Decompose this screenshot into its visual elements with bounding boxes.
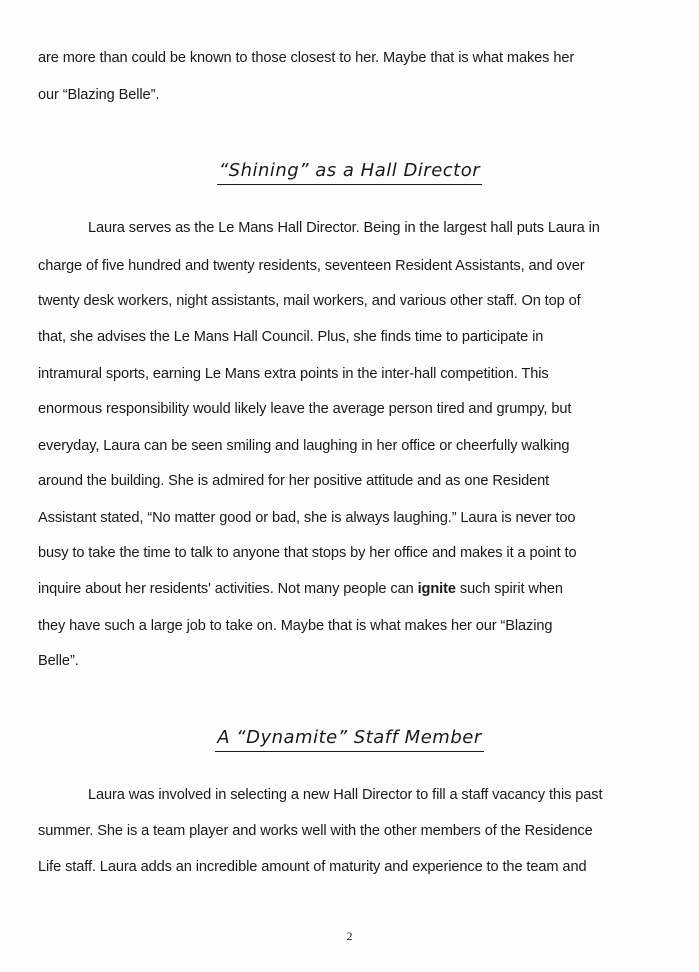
paragraph-line bbox=[38, 581, 563, 597]
section-heading-shining-text: “Shining” as a Hall Director bbox=[217, 160, 482, 185]
paragraph-line: enormous responsibility would likely leave the average person tired and grumpy, but bbox=[38, 401, 572, 417]
paragraph-line: around the building. She is admired for her positive attitude and as one Resident bbox=[38, 473, 550, 489]
section-heading-dynamite-text: A “Dynamite” Staff Member bbox=[215, 727, 483, 752]
emphasized-word: ignite bbox=[417, 581, 456, 597]
intro-line-2: our “Blazing Belle”. bbox=[38, 87, 160, 103]
paragraph-line: twenty desk workers, night assistants, mail workers, and various other staff. On top of bbox=[38, 293, 581, 309]
page-number: 2 bbox=[346, 929, 353, 943]
paragraph-line: summer. She is a team player and works well with the other members of the Residence bbox=[38, 823, 593, 839]
intro-line-1: are more than could be known to those closest to her. Maybe that is what makes her bbox=[38, 50, 575, 66]
section-heading-shining bbox=[0, 160, 699, 185]
paragraph-line: Life staff. Laura adds an incredible amount of maturity and experience to the team and bbox=[38, 859, 587, 875]
paragraph-line: Belle”. bbox=[38, 653, 79, 669]
paragraph-line: Laura was involved in selecting a new Hall Director to fill a staff vacancy this past bbox=[88, 787, 603, 803]
paragraph-line: they have such a large job to take on. Maybe that is what makes her our “Blazing bbox=[38, 618, 553, 634]
paragraph-line: Assistant stated, “No matter good or bad, she is always laughing.” Laura is never too bbox=[38, 510, 576, 526]
paragraph-line: intramural sports, earning Le Mans extra points in the inter-hall competition. This bbox=[38, 366, 549, 382]
paragraph-line: charge of five hundred and twenty residents, seventeen Resident Assistants, and over bbox=[38, 258, 585, 274]
paragraph-text: inquire about her residents' activities. Not many people can bbox=[38, 581, 418, 597]
section-heading-dynamite bbox=[0, 727, 699, 752]
paragraph-line: that, she advises the Le Mans Hall Council. Plus, she finds time to participate in bbox=[38, 329, 544, 345]
paragraph-line: busy to take the time to talk to anyone that stops by her office and makes it a point to bbox=[38, 545, 577, 561]
paragraph-line: Laura serves as the Le Mans Hall Director. Being in the largest hall puts Laura in bbox=[88, 220, 600, 236]
paragraph-text: such spirit when bbox=[455, 581, 563, 597]
paragraph-line: everyday, Laura can be seen smiling and laughing in her office or cheerfully walking bbox=[38, 438, 570, 454]
